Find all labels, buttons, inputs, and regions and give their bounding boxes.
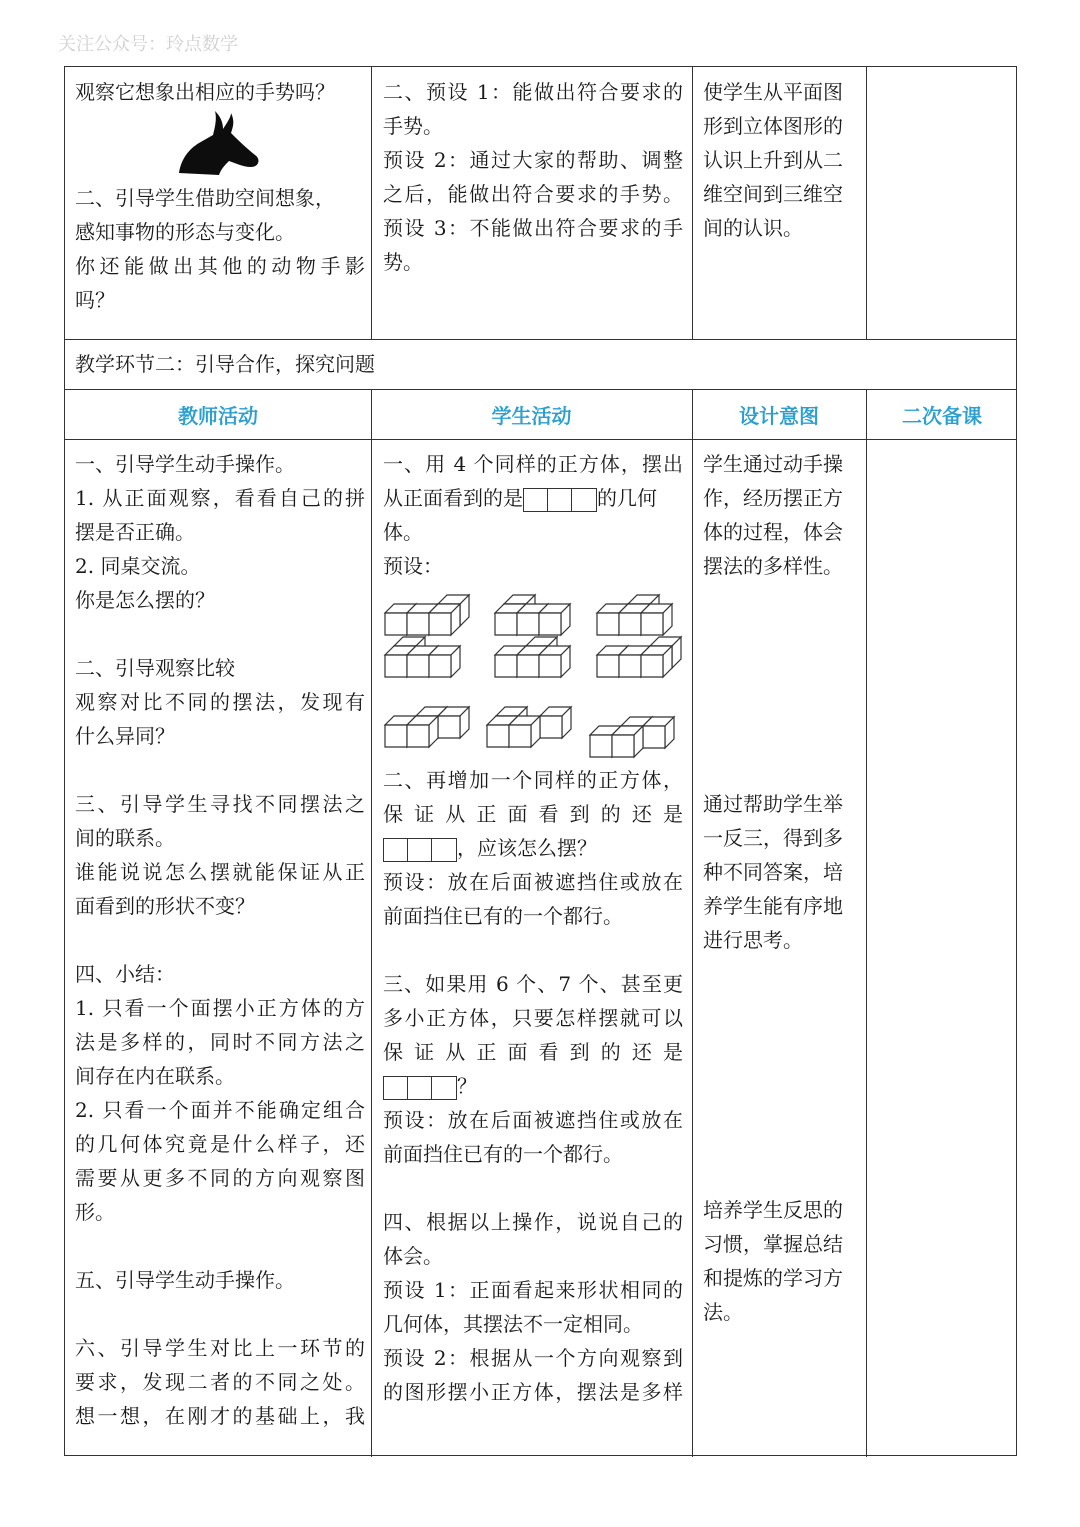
intent-text: 法。	[703, 1300, 743, 1324]
student-text: 的图形摆小正方体，摆法是多样	[383, 1380, 683, 1404]
teacher-text: 1. 从正面观察，看看自己的拼	[75, 486, 365, 510]
student-text: 一、用 4 个同样的正方体，摆出	[383, 452, 683, 476]
student-text: 预设 1：正面看起来形状相同的	[383, 1278, 683, 1302]
teacher-text: 谁能说说怎么摆就能保证从正	[75, 860, 365, 884]
teacher-text: 摆是否正确。	[75, 520, 195, 544]
teacher-text: 什么异同？	[75, 724, 175, 748]
cube-arrangement-4	[383, 631, 483, 683]
student-text: 二、预设 1：能做出符合要求的	[383, 80, 683, 104]
teacher-text: 二、引导学生借助空间想象，	[75, 186, 335, 210]
intent-text: 种不同答案，培	[703, 860, 843, 884]
student-text: 预设 3：不能做出符合要求的手	[383, 216, 683, 240]
header-teacher: 教师活动	[178, 403, 258, 428]
row2-intent-cell-1	[703, 447, 859, 583]
row2-intent-cell-2	[703, 787, 859, 957]
teacher-text: 五、引导学生动手操作。	[75, 1268, 295, 1292]
student-text: 体。	[383, 520, 423, 544]
teacher-text: 1. 只看一个面摆小正方体的方	[75, 996, 365, 1020]
student-text: 体会。	[383, 1244, 443, 1268]
intent-text: 和提炼的学习方	[703, 1266, 843, 1290]
intent-text: 通过帮助学生举	[703, 792, 843, 816]
student-text: 三、如果用 6 个、7 个、甚至更	[383, 972, 683, 996]
row2-teacher-cell	[75, 447, 365, 1433]
teacher-text: 二、引导观察比较	[75, 656, 235, 680]
col-divider	[371, 67, 372, 339]
cube-arrangement-7	[383, 701, 483, 753]
teacher-text: 的几何体究竟是什么样子，还	[75, 1132, 365, 1156]
cube-arrangement-8	[485, 701, 585, 753]
student-text: 前面挡住已有的一个都行。	[383, 1142, 623, 1166]
teacher-text: 感知事物的形态与变化。	[75, 220, 295, 244]
intent-text: 体的过程，体会	[703, 520, 843, 544]
three-squares-front-view	[523, 488, 597, 512]
student-text: 二、再增加一个同样的正方体，	[383, 768, 683, 792]
teacher-text: 吗？	[75, 288, 115, 312]
intent-text: 间的认识。	[703, 216, 803, 240]
teacher-text: 间存在内在联系。	[75, 1064, 235, 1088]
student-text: 预设：	[383, 554, 443, 578]
student-text: 之后，能做出符合要求的手势。	[383, 182, 683, 206]
intent-text: 培养学生反思的	[703, 1198, 843, 1222]
row1-student-cell	[383, 75, 683, 279]
header-backup: 二次备课	[902, 403, 982, 428]
student-text: 保 证 从 正 面 看 到 的 还 是	[383, 1040, 683, 1064]
three-squares-front-view	[383, 1076, 457, 1100]
animal-hand-shadow-icon	[175, 111, 261, 177]
teacher-text: 观察对比不同的摆法，发现有	[75, 690, 365, 714]
col-divider	[692, 67, 693, 339]
teacher-text: 间的联系。	[75, 826, 175, 850]
teacher-text: 三、引导学生寻找不同摆法之	[75, 792, 365, 816]
teacher-text: 想一想，在刚才的基础上，我	[75, 1404, 365, 1428]
student-text: ？	[383, 1069, 683, 1103]
student-text: 预设 2：通过大家的帮助、调整	[383, 148, 683, 172]
student-text: 四、根据以上操作，说说自己的	[383, 1210, 683, 1234]
header-intent: 设计意图	[739, 403, 819, 428]
student-text: 从正面看到的是 的几何	[383, 486, 657, 510]
col-divider	[371, 389, 372, 1457]
teacher-text: 观察它想象出相应的手势吗？	[75, 80, 335, 104]
teacher-text: 需要从更多不同的方向观察图	[75, 1166, 365, 1190]
teacher-text: 一、引导学生动手操作。	[75, 452, 295, 476]
cube-arrangement-5	[493, 631, 593, 683]
intent-text: 认识上升到从二	[703, 148, 843, 172]
student-text: 预设：放在后面被遮挡住或放在	[383, 1108, 683, 1132]
student-text: 预设：放在后面被遮挡住或放在	[383, 870, 683, 894]
intent-text: 形到立体图形的	[703, 114, 843, 138]
cube-arrangements-figure	[383, 585, 683, 755]
row1-intent-cell	[703, 75, 859, 245]
cube-arrangement-9	[588, 711, 688, 763]
teacher-text: 六、引导学生对比上一环节的	[75, 1336, 365, 1360]
teacher-text: 面看到的形状不变？	[75, 894, 255, 918]
student-text: 多小正方体，只要怎样摆就可以	[383, 1006, 683, 1030]
teacher-text: 你是怎么摆的？	[75, 588, 215, 612]
teacher-text: 2. 同桌交流。	[75, 554, 201, 578]
teacher-text: 形。	[75, 1200, 115, 1224]
header-student: 学生活动	[491, 403, 572, 428]
student-text: ，应该怎么摆？	[383, 831, 683, 865]
intent-text: 摆法的多样性。	[703, 554, 843, 578]
intent-text: 维空间到三维空	[703, 182, 843, 206]
student-text: 保 证 从 正 面 看 到 的 还 是	[383, 802, 683, 826]
teacher-text: 法是多样的，同时不同方法之	[75, 1030, 365, 1054]
col-divider	[866, 389, 867, 1457]
teacher-text: 2. 只看一个面并不能确定组合	[75, 1098, 365, 1122]
intent-text: 使学生从平面图	[703, 80, 843, 104]
student-text: 手势。	[383, 114, 443, 138]
student-text: 预设 2：根据从一个方向观察到	[383, 1346, 683, 1370]
row-divider	[65, 439, 1016, 440]
row1-teacher-cell	[75, 75, 365, 317]
col-divider	[866, 67, 867, 339]
student-text: 势。	[383, 250, 423, 274]
intent-text: 学生通过动手操	[703, 452, 843, 476]
row2-intent-cell-3	[703, 1193, 859, 1329]
cube-arrangement-6	[595, 631, 695, 683]
col-divider	[692, 389, 693, 1457]
teacher-text: 要求，发现二者的不同之处。	[75, 1370, 365, 1394]
teacher-text: 你还能做出其他的动物手影	[75, 254, 365, 278]
section-title: 教学环节二：引导合作，探究问题	[75, 352, 375, 376]
row2-student-cell	[383, 447, 683, 1409]
intent-text: 进行思考。	[703, 928, 803, 952]
intent-text: 一反三，得到多	[703, 826, 843, 850]
watermark: 关注公众号：玲点数学	[58, 34, 238, 55]
intent-text: 作，经历摆正方	[703, 486, 843, 510]
student-text: 几何体，其摆法不一定相同。	[383, 1312, 643, 1336]
three-squares-front-view	[383, 838, 457, 862]
student-text: 前面挡住已有的一个都行。	[383, 904, 623, 928]
teacher-text: 四、小结：	[75, 962, 175, 986]
intent-text: 养学生能有序地	[703, 894, 843, 918]
intent-text: 习惯，掌握总结	[703, 1232, 843, 1256]
lesson-plan-table	[64, 66, 1017, 1456]
